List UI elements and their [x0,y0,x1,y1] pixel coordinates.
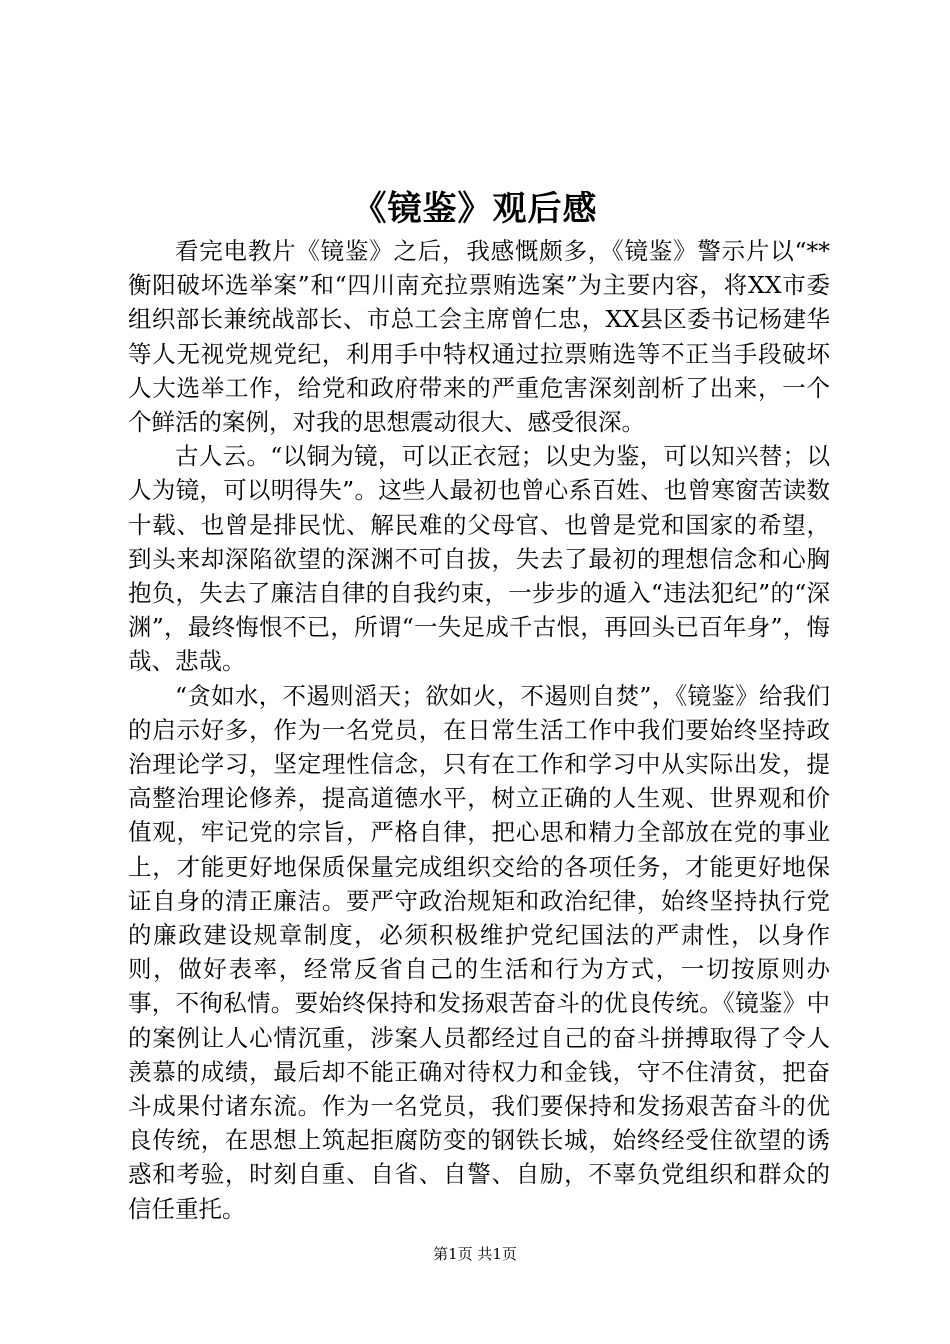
page-total: 共1页 [477,1245,517,1263]
document-body [128,234,830,1226]
page-number: 第1页 [433,1245,473,1263]
paragraph-3: “贪如水，不遏则滔天；欲如火，不遏则自焚”，《镜鉴》给我们的启示好多，作为一名党员，在日常生活工作中我们要始终坚持政治理论学习，坚定理性信念，只有在工作和学习中从实际出发，提高整治理论修养，提高道德水平，树立正确的人生观、世界观和价值观，牢记党的宗旨，严格自律，把心思和精力全部放在党的事业上，才能更好地保质保量完成组织交给的各项任务，才能更好地保证自身的清正廉洁。要严守政治规矩和政治纪律，始终坚持执行党的廉政建设规章制度，必须积极维护党纪国法的严肃性，以身作则，做好表率，经常反省自己的生活和行为方式，一切按原则办事，不徇私情。要始终保持和发扬艰苦奋斗的优良传统。《镜鉴》中的案例让人心情沉重，涉案人员都经过自己的奋斗拼搏取得了令人羡慕的成绩，最后却不能正确对待权力和金钱，守不住清贫，把奋斗成果付诸东流。作为一名党员，我们要保持和发扬艰苦奋斗的优良传统，在思想上筑起拒腐防变的钢铁长城，始终经受住欲望的诱惑和考验，时刻自重、自省、自警、自励，不辜负党组织和群众的信任重托。 [128,681,830,1223]
paragraph-2: 古人云。“以铜为镜，可以正衣冠；以史为鉴，可以知兴替；以人为镜，可以明得失”。这些人最初也曾心系百姓、也曾寒窗苦读数十载、也曾是排民忧、解民难的父母官、也曾是党和国家的希望，到头来却深陷欲望的深渊不可自拔，失去了最初的理想信念和心胸抱负，失去了廉洁自律的自我约束，一步步的遁入“违法犯纪”的“深渊”，最终悔恨不已，所谓“一失足成千古恨，再回头已百年身”，悔哉、悲哉。 [128,442,830,676]
document-title: 《镜鉴》观后感 [352,189,598,229]
paragraph-1: 看完电教片《镜鉴》之后，我感慨颇多，《镜鉴》警示片以“**衡阳破坏选举案”和“四川南充拉票贿选案”为主要内容，将XX市委组织部长兼统战部长、市总工会主席曾仁忠，XX县区委书记杨建华等人无视党规党纪，利用手中特权通过拉票贿选等不正当手段破坏人大选举工作，给党和政府带来的严重危害深刻剖析了出来，一个个鲜活的案例，对我的思想震动很大、感受很深。 [128,237,830,437]
page-footer [0,1244,950,1264]
